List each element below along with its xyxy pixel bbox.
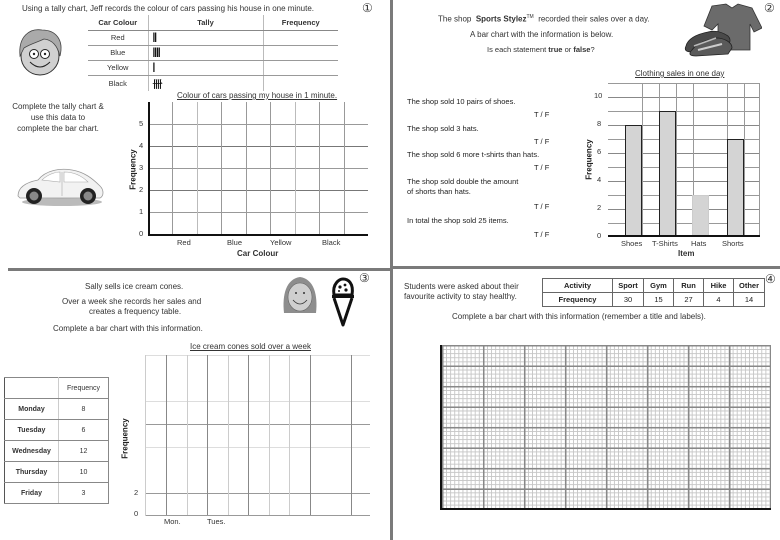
col-frequency: Frequency xyxy=(263,15,338,30)
line3-q: ? xyxy=(590,45,595,54)
panel4-intro1: Students were asked about their xyxy=(404,282,519,291)
answer-tf-1[interactable]: T / F xyxy=(534,110,550,119)
table-row xyxy=(88,45,338,60)
panel4-intro2: favourite activity to stay healthy. xyxy=(404,292,517,301)
x-tick: Shoes xyxy=(621,239,643,248)
panel3-line3: Complete a bar chart with this information. xyxy=(53,324,203,333)
x-tick: Yellow xyxy=(270,238,292,247)
bar-shoes xyxy=(625,125,642,237)
tally-marks: |||| xyxy=(152,47,160,58)
activity-table xyxy=(542,278,765,307)
panel2-line3 xyxy=(487,45,595,54)
table-row xyxy=(5,483,109,504)
chart2-ylabel: Frequency xyxy=(584,139,594,180)
line3-pre: Is each statement xyxy=(487,45,547,54)
cell-activity-header: Activity xyxy=(543,279,613,293)
graph-paper[interactable] xyxy=(440,345,771,510)
cell-colour: Black xyxy=(88,75,148,91)
bar-hats xyxy=(692,195,709,237)
chart3-ylabel: Frequency xyxy=(120,418,130,459)
frequency-input[interactable] xyxy=(263,30,338,45)
instruction-line: Complete the tally chart & xyxy=(12,102,104,111)
table-row xyxy=(5,462,109,483)
cell-colour: Yellow xyxy=(88,60,148,75)
panel1-intro: Using a tally chart, Jeff records the colour of cars passing his house in one minute. xyxy=(22,4,315,13)
cell-frequency: 30 xyxy=(613,293,644,307)
cell-activity: Run xyxy=(674,279,704,293)
y-tick: 0 xyxy=(597,231,602,240)
x-tick: Mon. xyxy=(164,517,181,526)
cell-value: 12 xyxy=(59,441,109,462)
cell-frequency: 27 xyxy=(674,293,704,307)
cell-day: Monday xyxy=(5,399,59,420)
panel2-intro xyxy=(438,14,650,24)
bar-tshirts xyxy=(659,111,676,237)
instruction-line: complete the bar chart. xyxy=(17,124,99,133)
answer-tf-5[interactable]: T / F xyxy=(534,230,550,239)
panel3-line2b: creates a frequency table. xyxy=(89,307,182,316)
cell-colour: Red xyxy=(88,30,148,45)
answer-tf-4[interactable]: T / F xyxy=(534,202,550,211)
y-tick: 6 xyxy=(597,147,602,156)
y-tick: 10 xyxy=(594,91,603,100)
y-tick: 8 xyxy=(597,119,602,128)
col-frequency: Frequency xyxy=(59,378,109,399)
chart1-xlabel: Car Colour xyxy=(237,249,279,258)
statement-1: The shop sold 10 pairs of shoes. xyxy=(407,97,516,106)
table-row xyxy=(88,75,338,91)
panel1-marker: ① xyxy=(362,1,373,15)
panel4-instruction: Complete a bar chart with this information (remember a title and labels). xyxy=(452,312,706,321)
x-tick: Red xyxy=(177,238,191,247)
cell-activity: Hike xyxy=(704,279,734,293)
x-tick: Tues. xyxy=(207,517,226,526)
cell-frequency: 14 xyxy=(734,293,765,307)
cell-value: 8 xyxy=(59,399,109,420)
panel3-line1: Sally sells ice cream cones. xyxy=(85,282,184,291)
vertical-divider xyxy=(390,0,393,540)
panel1-instructions xyxy=(4,101,112,134)
y-tick: 5 xyxy=(139,119,144,128)
y-tick: 3 xyxy=(139,163,144,172)
cell-day: Friday xyxy=(5,483,59,504)
y-tick: 0 xyxy=(139,229,144,238)
intro-post: recorded their sales over a day. xyxy=(538,14,650,24)
cell-frequency: 4 xyxy=(704,293,734,307)
cell-value: 3 xyxy=(59,483,109,504)
panel2-marker: ② xyxy=(764,1,775,15)
tshirt-and-shoes-icon xyxy=(682,2,762,62)
cell-value: 6 xyxy=(59,420,109,441)
cell-value: 10 xyxy=(59,462,109,483)
y-tick: 2 xyxy=(134,488,139,497)
x-tick: Hats xyxy=(691,239,707,248)
panel3-marker: ③ xyxy=(359,271,370,285)
y-tick: 1 xyxy=(139,207,144,216)
y-tick: 4 xyxy=(139,141,144,150)
x-tick: T-Shirts xyxy=(652,239,678,248)
cell-frequency-header: Frequency xyxy=(543,293,613,307)
x-tick: Shorts xyxy=(722,239,744,248)
instruction-line: use this data to xyxy=(30,113,86,122)
statement-3: The shop sold 6 more t-shirts than hats. xyxy=(407,150,540,159)
chart2-plot xyxy=(608,83,760,237)
statement-4b: of shorts than hats. xyxy=(407,187,471,196)
col-car-colour: Car Colour xyxy=(88,15,148,30)
chart2-title: Clothing sales in one day xyxy=(635,69,725,78)
line3-false: false xyxy=(573,45,591,54)
cell-activity: Other xyxy=(734,279,765,293)
table-row xyxy=(88,30,338,45)
chart3-plot[interactable] xyxy=(145,355,370,516)
horizontal-divider-right xyxy=(393,266,780,269)
ice-cream-cone-icon xyxy=(330,277,356,329)
line3-true: true xyxy=(548,45,563,54)
cell-day: Thursday xyxy=(5,462,59,483)
frequency-input[interactable] xyxy=(263,60,338,75)
cell-frequency: 15 xyxy=(644,293,674,307)
trademark: TM xyxy=(526,14,534,20)
table-row xyxy=(88,60,338,75)
y-tick: 4 xyxy=(597,175,602,184)
cell-day: Tuesday xyxy=(5,420,59,441)
cell-day: Wednesday xyxy=(5,441,59,462)
y-tick: 2 xyxy=(139,185,144,194)
ice-cream-frequency-table xyxy=(4,377,109,504)
table-row xyxy=(5,420,109,441)
horizontal-divider-left xyxy=(8,268,390,271)
statement-5: In total the shop sold 25 items. xyxy=(407,216,509,225)
col-tally: Tally xyxy=(148,15,263,30)
answer-tf-2[interactable]: T / F xyxy=(534,137,550,146)
frequency-input[interactable] xyxy=(263,75,338,91)
girl-face-icon xyxy=(282,275,318,317)
x-tick: Blue xyxy=(227,238,243,247)
cell-activity: Sport xyxy=(613,279,644,293)
intro-pre: The shop xyxy=(438,14,472,24)
table-row xyxy=(5,441,109,462)
tally-marks: | xyxy=(152,62,155,73)
table-row xyxy=(5,399,109,420)
statement-4: The shop sold double the amount xyxy=(407,177,519,186)
chart1-ylabel: Frequency xyxy=(128,149,138,190)
y-tick: 0 xyxy=(134,509,139,518)
panel4-marker: ④ xyxy=(765,272,776,286)
cell-colour: Blue xyxy=(88,45,148,60)
statement-2: The shop sold 3 hats. xyxy=(407,124,479,133)
chart1-plot[interactable] xyxy=(148,102,368,236)
chart2-xlabel: Item xyxy=(678,249,695,258)
boy-face-icon xyxy=(14,26,66,78)
shop-name: Sports Stylez xyxy=(475,14,527,24)
cell-activity: Gym xyxy=(644,279,674,293)
line3-or: or xyxy=(564,45,572,54)
chart3-title: Ice cream cones sold over a week xyxy=(190,342,311,351)
chart1-title: Colour of cars passing my house in 1 minute. xyxy=(177,91,338,100)
answer-tf-3[interactable]: T / F xyxy=(534,163,550,172)
y-tick: 2 xyxy=(597,203,602,212)
x-tick: Black xyxy=(322,238,341,247)
tally-marks: 卌 xyxy=(152,79,162,91)
tally-table xyxy=(88,15,338,91)
panel3-line2: Over a week she records her sales and xyxy=(62,297,202,306)
frequency-input[interactable] xyxy=(263,45,338,60)
car-icon xyxy=(12,160,108,210)
panel2-line2: A bar chart with the information is below. xyxy=(470,30,614,39)
tally-marks: || xyxy=(152,32,157,43)
bar-shorts xyxy=(727,139,744,237)
